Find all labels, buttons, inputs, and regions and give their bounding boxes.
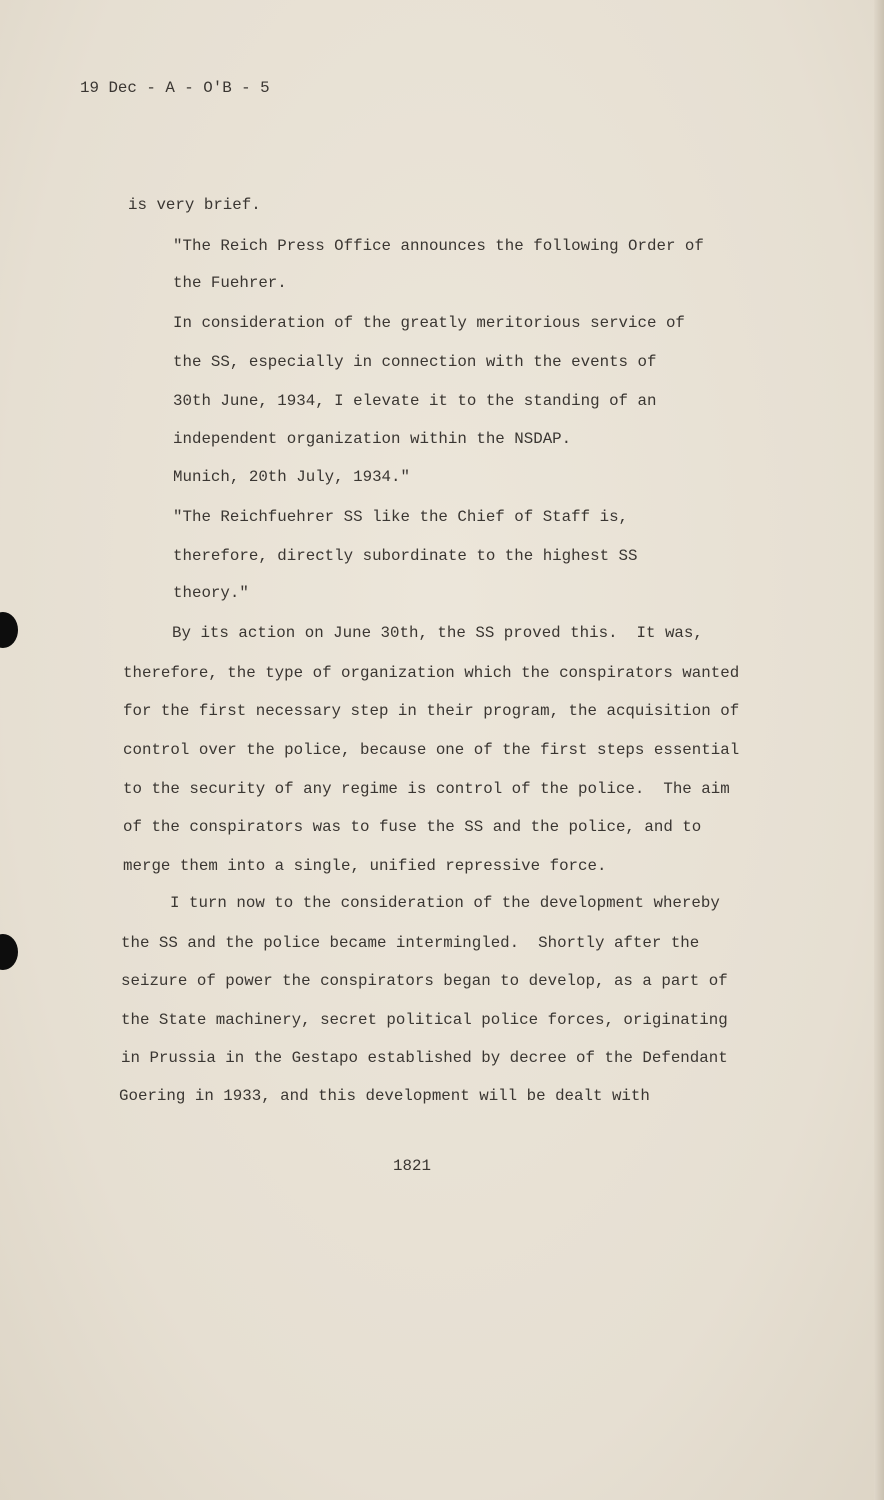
text-line: independent organization within the NSDAP. — [173, 430, 572, 448]
text-line: in Prussia in the Gestapo established by decree of the Defendant — [121, 1049, 728, 1067]
page-number: 1821 — [393, 1157, 431, 1175]
document-header: 19 Dec - A - O'B - 5 — [80, 79, 270, 97]
text-line: therefore, directly subordinate to the highest SS — [173, 547, 638, 565]
text-line: the State machinery, secret political police forces, originating — [121, 1011, 728, 1029]
text-line: control over the police, because one of the first steps essential — [123, 741, 740, 759]
text-line: the SS and the police became intermingled. Shortly after the — [121, 934, 700, 952]
text-line: "The Reich Press Office announces the following Order of — [173, 237, 704, 255]
text-line: 30th June, 1934, I elevate it to the standing of an — [173, 392, 657, 410]
text-line: By its action on June 30th, the SS proved this. It was, — [172, 624, 703, 642]
text-line: to the security of any regime is control of the police. The aim — [123, 780, 730, 798]
text-line: Munich, 20th July, 1934." — [173, 468, 410, 486]
text-line: therefore, the type of organization which the conspirators wanted — [123, 664, 740, 682]
text-line: In consideration of the greatly meritorious service of — [173, 314, 685, 332]
text-line: theory." — [173, 584, 249, 602]
text-line: "The Reichfuehrer SS like the Chief of Staff is, — [173, 508, 629, 526]
text-line: seizure of power the conspirators began to develop, as a part of — [121, 972, 728, 990]
text-line: the SS, especially in connection with the events of — [173, 353, 657, 371]
text-line: I turn now to the consideration of the development whereby — [170, 894, 720, 912]
page-edge — [874, 0, 884, 1500]
text-line: Goering in 1933, and this development will be dealt with — [119, 1087, 650, 1105]
text-line: of the conspirators was to fuse the SS and the police, and to — [123, 818, 702, 836]
text-line: is very brief. — [128, 196, 261, 214]
text-line: for the first necessary step in their program, the acquisition of — [123, 702, 740, 720]
text-line: merge them into a single, unified repressive force. — [123, 857, 607, 875]
text-line: the Fuehrer. — [173, 274, 287, 292]
